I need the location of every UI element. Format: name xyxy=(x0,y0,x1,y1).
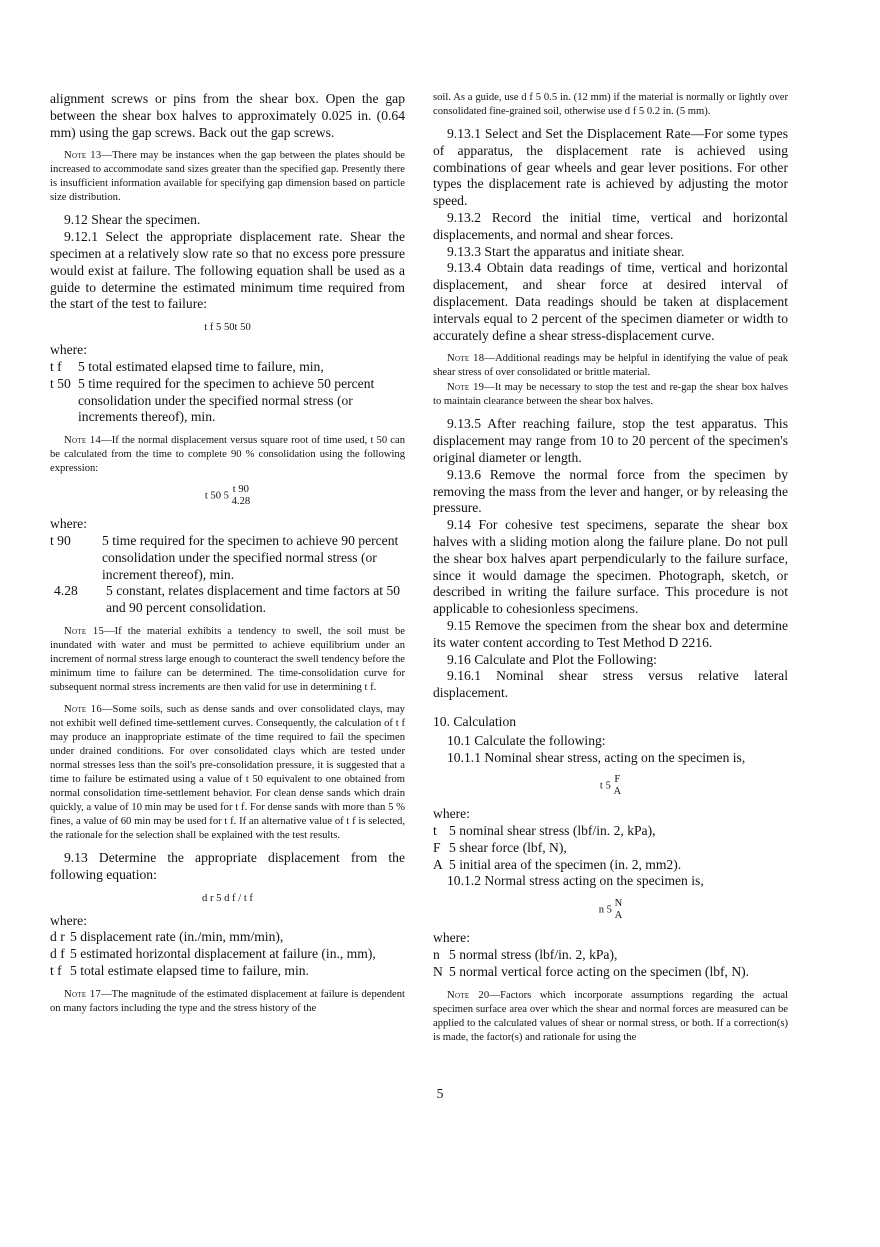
paragraph-9-16-1: 9.16.1 Nominal shear stress versus relative lateral displacement. xyxy=(433,668,788,701)
definition-symbol: 4.28 xyxy=(54,583,78,599)
definition-symbol: A xyxy=(433,856,443,872)
equation-time-to-failure: t f 5 50t 50 xyxy=(204,322,251,334)
paragraph-9-14: 9.14 For cohesive test specimens, separate the shear box halves with a sliding motion along the failure plane. Do not pull the shear box halves apart perpendicularly to the failure surface, since it would damage the specimen. Photograph, sketch, or described in writing the failure surface. This procedure is not applicable to cohesionless specimens. xyxy=(433,517,788,617)
note-13 xyxy=(50,149,405,205)
paragraph-9-13-5: 9.13.5 After reaching failure, stop the test apparatus. This displacement may range from 10 to 20 percent of the specimen's original diameter or length. xyxy=(433,416,788,465)
paragraph-9-13-1: 9.13.1 Select and Set the Displacement Rate—For some types of apparatus, the displacement rate is achieved using combinations of gear wheels and gear lever positions. For other types the displacement rate is achieved by adjusting the motor speed. xyxy=(433,126,788,209)
note-16 xyxy=(50,703,405,843)
definition xyxy=(50,963,405,980)
note-17 xyxy=(50,988,405,1016)
equation-fraction xyxy=(232,484,251,508)
note-label: Note 17 xyxy=(64,988,102,1000)
where-label: where: xyxy=(50,516,87,532)
equation-lhs: t 5 xyxy=(599,780,611,792)
equation-normal-stress xyxy=(433,898,788,922)
definition-text: 5 estimated horizontal displacement at failure (in., mm), xyxy=(70,946,376,962)
note-label: Note 19 xyxy=(447,382,485,394)
where-label: where: xyxy=(433,930,470,946)
definition xyxy=(50,929,405,946)
definition-text: 5 total estimate elapsed time to failure, min. xyxy=(70,962,309,978)
where-label: where: xyxy=(50,342,87,358)
definition xyxy=(433,964,788,981)
paragraph-9-12-1: 9.12.1 Select the appropriate displacement rate. Shear the specimen at a relatively slow rate so that no excess pore pressure would exist at failure. The following equation shall be used as a guide to determine the estimated minimum time required from the start of the test to failure: xyxy=(50,229,405,312)
note-text: —If the normal displacement versus square root of time used, t 50 can be calculated from the time to complete 90 % consolidation using the following expression: xyxy=(50,435,405,475)
section-heading-calculation: 10. Calculation xyxy=(433,713,517,729)
note-text: —It may be necessary to stop the test and re-gap the shear box halves to maintain clearance between the shear box halves. xyxy=(433,382,789,408)
definition xyxy=(433,857,788,874)
definition-text: 5 normal vertical force acting on the specimen (lbf, N). xyxy=(449,963,750,979)
paragraph-9-13-4: 9.13.4 Obtain data readings of time, vertical and horizontal displacement, and shear force at desired interval of displacement. Data readings should be taken at displacement intervals equal to 2 percent of the specimen diameter or width to accurately define a shear stress-displacement curve. xyxy=(433,260,788,343)
note-label: Note 15 xyxy=(64,625,105,637)
note-20 xyxy=(433,989,788,1045)
paragraph-10-1-1: 10.1.1 Nominal shear stress, acting on the specimen is, xyxy=(447,749,746,765)
definition-text: 5 displacement rate (in./min, mm/min), xyxy=(70,929,284,945)
definition-symbol: t 50 xyxy=(50,375,71,391)
definition xyxy=(50,359,405,376)
note-17-continued: soil. As a guide, use d f 5 0.5 in. (12 mm) if the material is normally or lightly over consolidated fine-grained soil, otherwise use d f 5 0.2 in. (5 mm). xyxy=(433,92,788,117)
note-label: Note 18 xyxy=(447,353,485,365)
equation-shear-stress xyxy=(433,774,788,798)
definition-symbol: n xyxy=(433,947,440,963)
paragraph-10-1-2: 10.1.2 Normal stress acting on the specimen is, xyxy=(447,873,704,889)
definition xyxy=(50,533,405,583)
left-column xyxy=(50,91,405,1023)
note-label: Note 14 xyxy=(64,435,102,447)
note-text: —Additional readings may be helpful in identifying the value of peak shear stress of over consolidated or brittle material. xyxy=(433,353,788,379)
note-label: Note 13 xyxy=(64,150,102,162)
where-label: where: xyxy=(433,806,470,822)
definition-symbol: d r xyxy=(50,929,65,945)
definition xyxy=(50,376,405,426)
definition-symbol: d f xyxy=(50,946,65,962)
definition xyxy=(50,583,405,617)
paragraph-intro: alignment screws or pins from the shear box. Open the gap between the shear box halves to approximately 0.025 in. (0.64 mm) using the gap screws. Back out the gap screws. xyxy=(50,91,405,140)
definition xyxy=(433,840,788,857)
note-18 xyxy=(433,352,788,380)
note-14 xyxy=(50,434,405,476)
definition-symbol: t 90 xyxy=(50,532,71,548)
paragraph-9-16: 9.16 Calculate and Plot the Following: xyxy=(447,651,657,667)
equation-fraction xyxy=(615,898,623,922)
definition-symbol: t f xyxy=(50,962,62,978)
right-column xyxy=(433,91,788,1052)
paragraph-10-1: 10.1 Calculate the following: xyxy=(447,732,606,748)
paragraph-9-13: 9.13 Determine the appropriate displacement from the following equation: xyxy=(50,849,405,882)
fraction-numerator: t 90 xyxy=(232,484,249,496)
note-19 xyxy=(433,381,788,409)
where-label: where: xyxy=(50,912,87,928)
fraction-numerator: F xyxy=(614,774,621,786)
note-label: Note 20 xyxy=(447,989,490,1001)
paragraph-9-12: 9.12 Shear the specimen. xyxy=(64,212,201,228)
fraction-denominator: 4.28 xyxy=(231,496,251,508)
note-text: —If the material exhibits a tendency to swell, the soil must be inundated with water and must be permitted to achieve equilibrium under an increment of normal stress large enough to counteract the swell tendency before the minimum time to failure can be determined. The time-consolidation curve for subsequent normal stress increments are then valid for use in determining t f. xyxy=(50,625,406,693)
definition-text: 5 nominal shear stress (lbf/in. 2, kPa), xyxy=(449,823,656,839)
fraction-denominator: A xyxy=(614,910,623,922)
definition-text: 5 time required for the specimen to achieve 90 percent consolidation under the specified normal stress (or increment thereof), min. xyxy=(102,532,399,582)
definition-text: 5 normal stress (lbf/in. 2, kPa), xyxy=(449,947,618,963)
definition-text: 5 constant, relates displacement and time factors at 50 and 90 percent consolidation. xyxy=(106,583,401,616)
definition-symbol: t f xyxy=(50,358,62,374)
equation-fraction xyxy=(613,774,621,798)
equation-lhs: t 50 5 xyxy=(204,490,229,502)
note-15 xyxy=(50,625,405,695)
definition-symbol: F xyxy=(433,839,441,855)
page-number: 5 xyxy=(436,1086,444,1101)
paragraph-9-13-2: 9.13.2 Record the initial time, vertical and horizontal displacements, and normal and shear forces. xyxy=(433,209,788,242)
paragraph-9-13-3: 9.13.3 Start the apparatus and initiate shear. xyxy=(447,243,685,259)
definition-symbol: t xyxy=(433,823,437,839)
fraction-numerator: N xyxy=(614,898,623,910)
definition xyxy=(433,947,788,964)
definition xyxy=(50,946,405,963)
definition-text: 5 shear force (lbf, N), xyxy=(449,839,567,855)
definition-symbol: N xyxy=(433,963,443,979)
fraction-denominator: A xyxy=(613,786,622,798)
note-text: —Factors which incorporate assumptions regarding the actual specimen surface area over which the shear and normal forces are measured can be applied to the calculated values of shear or normal stress, or both. If a correction(s) is made, the factor(s) and rationale for using the xyxy=(433,989,788,1043)
equation-lhs: n 5 xyxy=(598,904,612,916)
note-label: Note 16 xyxy=(64,703,102,715)
paragraph-9-13-6: 9.13.6 Remove the normal force from the specimen by removing the mass from the lever and hanger, or by releasing the pressure. xyxy=(433,466,788,516)
definition-text: 5 initial area of the specimen (in. 2, mm2). xyxy=(449,856,682,872)
note-text: —Some soils, such as dense sands and over consolidated clays, may not exhibit well defined time-settlement curves. Consequently, the calculation of t f may produce an inappropriate estimate of the time required to fail the specimen under drained conditions. For over consolidated clays which are tested under normal stresses less than the soil's pre-consolidation pressure, it is suggested that a time to failure be estimated using a value of t 50 equivalent to one obtained from normal consolidation time-settlement behavior. For clean dense sands which drain quickly, a value of 10 min may be used for t f. For dense sands with more than 5 % fines, a value of 60 min may be used for t f. If an alternative value of t f is selected, the rationale for the selection shall be explained with the test results. xyxy=(50,703,405,841)
equation-displacement-rate: d r 5 d f / t f xyxy=(202,892,253,904)
note-text: —The magnitude of the estimated displacement at failure is dependent on many factors including the type and the stress history of the xyxy=(50,988,405,1014)
definition xyxy=(433,823,788,840)
equation-t50 xyxy=(50,484,405,508)
definition-text: 5 total estimated elapsed time to failure, min, xyxy=(78,358,324,374)
definition-text: 5 time required for the specimen to achieve 50 percent consolidation under the specified normal stress (or increments thereof), min. xyxy=(78,375,375,425)
note-text: —There may be instances when the gap between the plates should be increased to accommodate sand sizes greater than the specified gap. Presently there is insufficient information available for specifying gap dimension based on particle size distribution. xyxy=(50,150,405,204)
paragraph-9-15: 9.15 Remove the specimen from the shear box and determine its water content according to Test Method D 2216. xyxy=(433,617,788,650)
